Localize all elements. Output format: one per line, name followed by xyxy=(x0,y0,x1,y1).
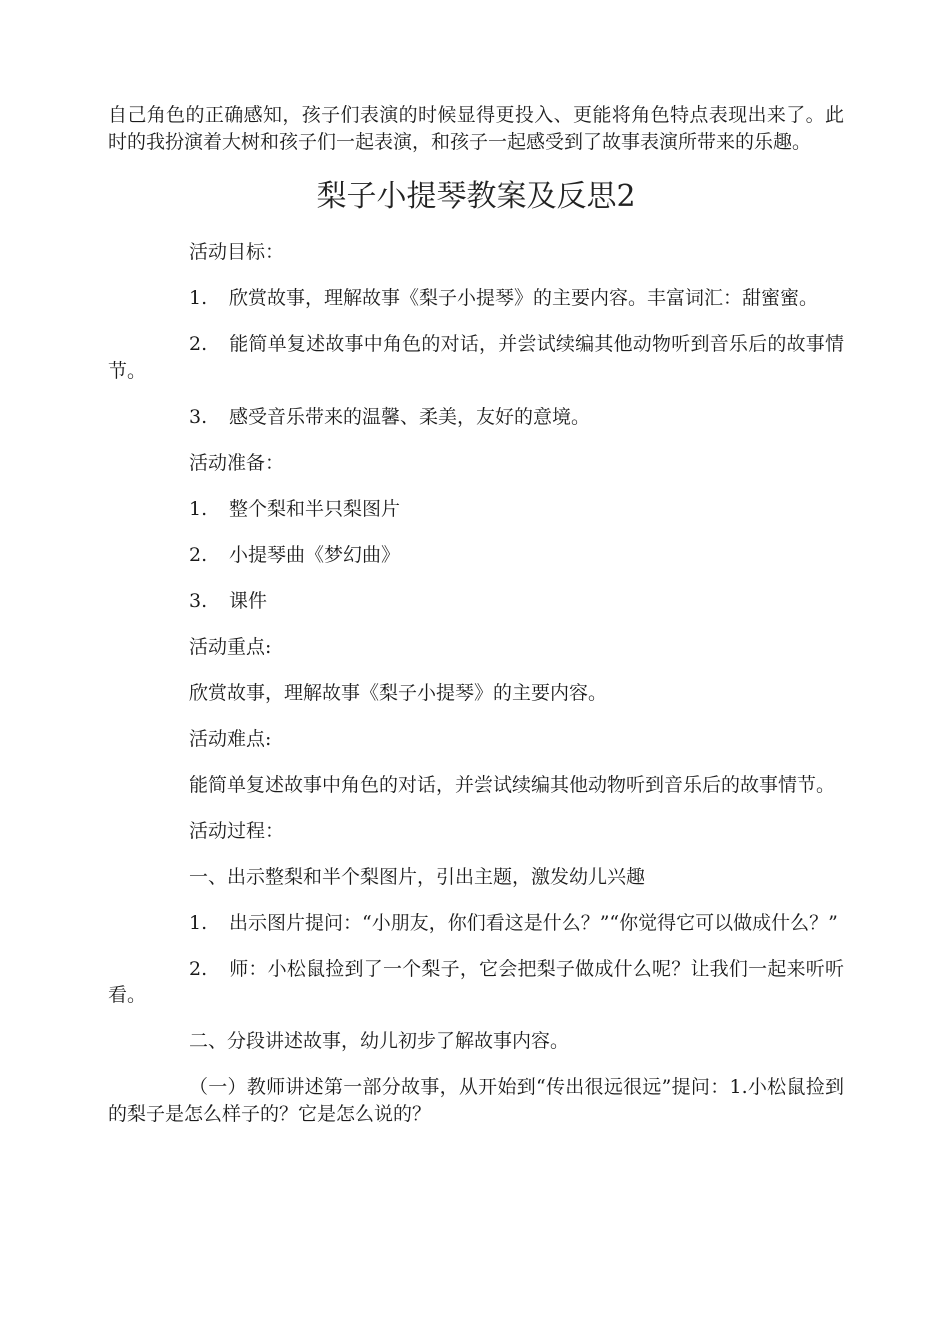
goal-item-1 xyxy=(108,285,844,312)
goal-item-1-text: 欣赏故事，理解故事《梨子小提琴》的主要内容。丰富词汇：甜蜜蜜。 xyxy=(229,287,819,309)
process-item-2 xyxy=(108,956,844,1009)
prep-item-2-number: 2. xyxy=(189,543,208,566)
document-title: 梨子小提琴教案及反思2 xyxy=(316,179,636,214)
key-text: 欣赏故事，理解故事《梨子小提琴》的主要内容。 xyxy=(189,681,608,704)
process-item-1-text: 出示图片提问：“小朋友，你们看这是什么？”“你觉得它可以做成什么？” xyxy=(229,911,838,934)
prep-item-1-text: 整个梨和半只梨图片 xyxy=(229,497,401,520)
goal-item-3-number: 3. xyxy=(189,405,208,428)
prep-item-3 xyxy=(108,588,844,615)
prep-item-1-number: 1. xyxy=(189,497,208,520)
document-page xyxy=(108,102,844,1127)
process-section-1: 一、出示整梨和半个梨图片，引出主题，激发幼儿兴趣 xyxy=(189,865,646,888)
prep-item-1 xyxy=(108,496,844,523)
process-section-2: 二、分段讲述故事，幼儿初步了解故事内容。 xyxy=(189,1030,570,1052)
goals-heading: 活动目标： xyxy=(189,241,285,263)
process-item-2-text: 师：小松鼠捡到了一个梨子，它会把梨子做成什么呢？让我们一起来听听看。 xyxy=(108,957,844,1006)
prep-item-3-number: 3. xyxy=(189,589,208,612)
prep-item-2-text: 小提琴曲《梦幻曲》 xyxy=(229,543,401,566)
process-heading: 活动过程： xyxy=(189,819,285,842)
process-item-2-number: 2. xyxy=(189,957,208,980)
intro-line-1: 自己角色的正确感知，孩子们表演的时候显得更投入、更能将角色特点表现出来了。 xyxy=(108,104,825,126)
process-item-1 xyxy=(108,910,844,937)
goal-item-2-number: 2. xyxy=(189,333,208,355)
intro-line-2: 此时的我扮演着大树和孩子们一起表演，和孩子一起感受到了故事表演所带来的乐趣。 xyxy=(108,104,844,153)
process-sub-1: （一）教师讲述第一部分故事，从开始到“传出很远很远”提问：1.小松鼠捡到的梨子是怎么样子的？它是怎么说的？ xyxy=(108,1076,844,1125)
goal-item-1-number: 1. xyxy=(189,287,208,309)
goal-item-2 xyxy=(108,331,844,384)
key-heading: 活动重点: xyxy=(189,635,272,658)
difficulty-text: 能简单复述故事中角色的对话，并尝试续编其他动物听到音乐后的故事情节。 xyxy=(189,773,836,796)
prep-item-2 xyxy=(108,542,844,569)
goal-item-3-text: 感受音乐带来的温馨、柔美，友好的意境。 xyxy=(229,405,591,428)
goal-item-2-text: 能简单复述故事中角色的对话，并尝试续编其他动物听到音乐后的故事情节。 xyxy=(108,333,844,382)
prep-item-3-text: 课件 xyxy=(229,589,268,612)
goal-item-3 xyxy=(108,404,844,431)
prep-heading: 活动准备： xyxy=(189,451,285,474)
process-item-1-number: 1. xyxy=(189,911,208,934)
intro-paragraph xyxy=(108,102,844,155)
difficulty-heading: 活动难点: xyxy=(189,727,272,750)
